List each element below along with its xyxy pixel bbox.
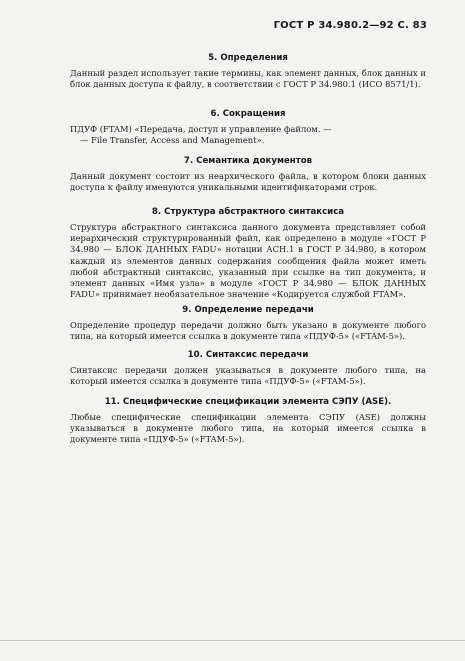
section-title: 8. Структура абстрактного синтаксиса: [151, 207, 345, 217]
section-semantics: [70, 155, 426, 193]
section-title: 7. Семантика документов: [183, 156, 313, 166]
section-paragraph: Синтаксис передачи должен указываться в документе любого типа, на который имеется ссылка в документе типа «ПДУФ-5» («FTAM-5»).: [70, 365, 426, 387]
section-title: 10. Синтаксис передачи: [187, 350, 309, 360]
section-abbreviations: [70, 108, 426, 146]
section-paragraph: Структура абстрактного синтаксиса данного документа представляет собой иерархический структурированный файл, как определено в модуле «ГОСТ Р 34.980 — БЛОК ДАННЫХ FADU» нотации АСН.1 в ГОСТ Р 34.980, в котором каждый из элементов данных содержания сообщения файла может иметь любой абстрактный синтаксис, указанный при ссылке на тип документа, и элемент данных «Имя узла» в модуле «ГОСТ Р 34.980 — БЛОК ДАННЫХ FADU» принимает необязательное значение «Кодируется службой FTAM».: [70, 222, 426, 300]
section-transfer-syntax: [70, 349, 426, 387]
section-definitions: [70, 52, 426, 90]
section-transfer-definition: [70, 304, 426, 342]
section-paragraph: — File Transfer, Access and Management».: [80, 135, 265, 146]
section-abstract-syntax: [70, 206, 426, 300]
section-title: 9. Определение передачи: [182, 305, 314, 315]
section-paragraph: Определение процедур передачи должно быть указано в документе любого типа, на который имеется ссылка в документе типа «ПДУФ-5» («FTAM-5»).: [70, 320, 426, 342]
section-title: 6. Сокращения: [210, 109, 286, 119]
page-header: ГОСТ Р 34.980.2—92 С. 83: [273, 20, 427, 31]
section-paragraph: Данный раздел использует такие термины, как элемент данных, блок данных и блок данных доступа к файлу, в соответствии с ГОСТ Р 34.980.1 (ИСО 8571/1).: [70, 68, 426, 90]
section-paragraph: Любые специфические спецификации элемента СЭПУ (ASE) должны указываться в документе любого типа, на который имеется ссылка в документе типа «ПДУФ-5» («FTAM-5»).: [70, 412, 426, 445]
section-title: 11. Специфические спецификации элемента СЭПУ (ASE).: [104, 397, 392, 407]
section-title: 5. Определения: [208, 53, 288, 63]
section-ase-specs: [70, 396, 426, 446]
section-paragraph: ПДУФ (FTAM) «Передача, доступ и управление файлом. —: [70, 124, 332, 134]
section-paragraph: Данный документ состоит из неархического файла, в котором блоки данных доступа к файлу именуются уникальными идентификаторами строк.: [70, 171, 426, 193]
scan-edge-line: [0, 640, 465, 641]
